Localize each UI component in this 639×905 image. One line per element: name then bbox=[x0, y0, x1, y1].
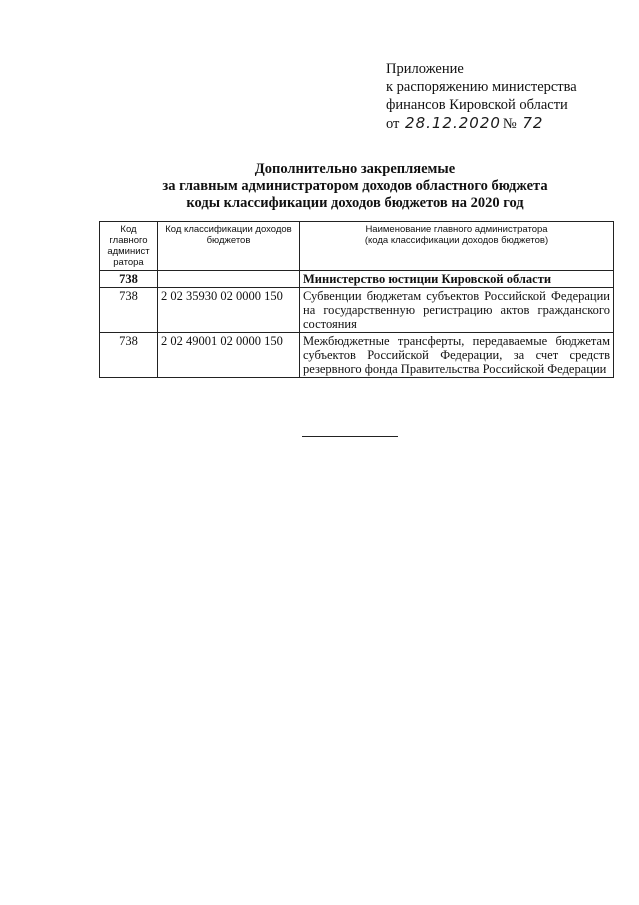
cell-name: Межбюджетные трансферты, передаваемые бюджетам субъектов Российской Федерации, за счет средств резервного фонда Правительства Российской Федерации bbox=[300, 333, 614, 378]
codes-table bbox=[99, 221, 614, 378]
number-sign: № bbox=[502, 116, 517, 132]
table-header-row bbox=[100, 222, 614, 271]
cell-admin-code: 738 bbox=[100, 333, 158, 378]
appendix-date-line bbox=[386, 114, 626, 133]
cell-class-code: 2 02 35930 02 0000 150 bbox=[158, 288, 300, 333]
title-line-2: за главным администратором доходов областного бюджета bbox=[162, 178, 548, 194]
cell-name: Министерство юстиции Кировской области bbox=[300, 271, 614, 288]
appendix-line-2: к распоряжению министерства bbox=[386, 79, 577, 95]
document-title bbox=[100, 161, 610, 212]
date-prefix: от bbox=[386, 116, 400, 132]
table-row bbox=[100, 271, 614, 288]
cell-admin-code: 738 bbox=[100, 271, 158, 288]
header-class-code: Код классификации доходов бюджетов bbox=[158, 222, 300, 271]
table-row bbox=[100, 288, 614, 333]
cell-class-code bbox=[158, 271, 300, 288]
appendix-line-3: финансов Кировской области bbox=[386, 97, 568, 113]
closing-rule bbox=[302, 436, 398, 437]
header-admin-code: Код главного админист ратора bbox=[100, 222, 158, 271]
cell-class-code: 2 02 49001 02 0000 150 bbox=[158, 333, 300, 378]
cell-name: Субвенции бюджетам субъектов Российской Федерации на государственную регистрацию актов гражданского состояния bbox=[300, 288, 614, 333]
appendix-block bbox=[386, 60, 626, 133]
header-name-line-1: Наименование главного администратора bbox=[365, 224, 548, 235]
handwritten-date: 28.12.2020 bbox=[405, 114, 501, 132]
table-row bbox=[100, 333, 614, 378]
header-name-line-2: (кода классификации доходов бюджетов) bbox=[364, 235, 549, 246]
appendix-line-1: Приложение bbox=[386, 61, 464, 77]
handwritten-number: 72 bbox=[522, 114, 544, 132]
title-line-1: Дополнительно закрепляемые bbox=[254, 161, 456, 177]
header-name bbox=[300, 222, 614, 271]
cell-admin-code: 738 bbox=[100, 288, 158, 333]
title-line-3: коды классификации доходов бюджетов на 2020 год bbox=[186, 195, 524, 211]
